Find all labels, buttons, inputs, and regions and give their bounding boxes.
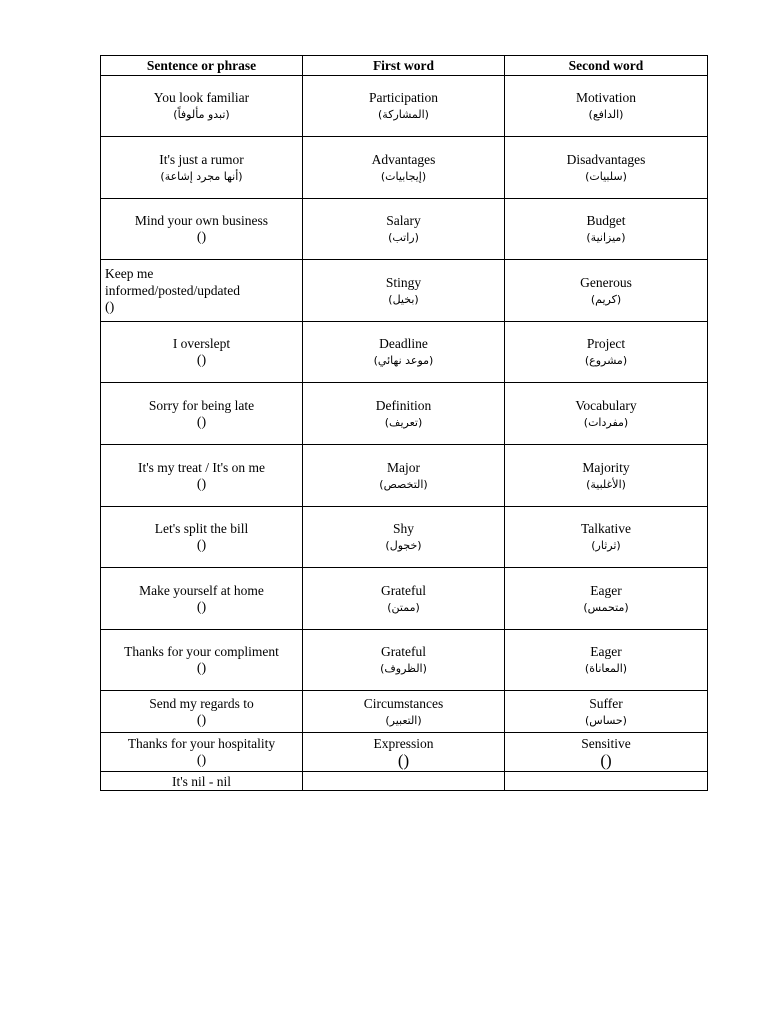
phrase-cell	[101, 691, 303, 733]
first-word-translation: (راتب)	[388, 231, 419, 244]
second-word-cell	[505, 691, 708, 733]
table-row	[101, 568, 708, 630]
first-word-text: Major	[387, 459, 420, 475]
first-word-translation: ()	[397, 751, 410, 770]
first-word-translation: (الظروف)	[380, 662, 427, 675]
first-word-translation: (خجول)	[385, 539, 422, 552]
first-word-cell	[303, 445, 505, 507]
table-header-row	[101, 56, 708, 76]
first-word-cell	[303, 76, 505, 137]
second-word-translation: (مشروع)	[584, 354, 628, 367]
first-word-text: Advantages	[371, 151, 436, 167]
phrase-translation: (أنها مجرد إشاعة)	[160, 169, 243, 183]
second-word-cell	[505, 630, 708, 691]
first-word-cell	[303, 383, 505, 445]
phrase-translation: ()	[196, 414, 207, 430]
table-row	[101, 630, 708, 691]
table-row	[101, 322, 708, 383]
second-word-cell	[505, 199, 708, 260]
header-sentence-or-phrase: Sentence or phrase	[101, 56, 303, 76]
phrase-text: Make yourself at home	[139, 582, 264, 598]
first-word-cell	[303, 507, 505, 568]
first-word-translation: (التعبير)	[385, 713, 422, 727]
second-word-text: Vocabulary	[575, 397, 637, 413]
second-word-cell	[505, 507, 708, 568]
table-row	[101, 137, 708, 199]
first-word-translation: (تعريف)	[384, 415, 423, 429]
phrase-text: It's nil - nil	[171, 773, 232, 789]
second-word-cell	[505, 76, 708, 137]
header-first-word: First word	[303, 56, 505, 76]
second-word-text: Sensitive	[581, 736, 631, 751]
phrase-translation: (تبدو مألوفاً)	[173, 108, 230, 121]
second-word-translation: (الأغلبية)	[586, 477, 626, 491]
first-word-cell	[303, 137, 505, 199]
second-word-text: Disadvantages	[566, 151, 646, 167]
first-word-cell	[303, 691, 505, 733]
phrase-translation: ()	[196, 230, 207, 245]
first-word-cell	[303, 772, 505, 791]
second-word-cell	[505, 772, 708, 791]
phrase-text-line-2: informed/posted/updated	[105, 283, 240, 298]
second-word-cell	[505, 383, 708, 445]
table-row	[101, 733, 708, 772]
second-word-text: Project	[586, 336, 626, 351]
first-word-cell	[303, 260, 505, 322]
table-row	[101, 507, 708, 568]
phrase-cell	[101, 383, 303, 445]
phrase-translation: ()	[196, 753, 207, 768]
second-word-cell	[505, 733, 708, 772]
second-word-text: Eager	[590, 582, 622, 598]
table-row	[101, 691, 708, 733]
first-word-cell	[303, 568, 505, 630]
second-word-text: Talkative	[580, 521, 632, 536]
phrase-cell	[101, 733, 303, 772]
second-word-text: Suffer	[589, 695, 623, 711]
table-row	[101, 260, 708, 322]
second-word-text: Majority	[582, 459, 630, 475]
second-word-text: Motivation	[576, 90, 636, 105]
phrase-cell	[101, 260, 303, 322]
table-row	[101, 772, 708, 791]
first-word-cell	[303, 322, 505, 383]
phrase-cell	[101, 630, 303, 691]
second-word-translation: ()	[600, 751, 612, 770]
phrase-cell	[101, 137, 303, 199]
first-word-translation: (بخيل)	[388, 292, 419, 306]
second-word-cell	[505, 445, 708, 507]
phrase-text: It's my treat / It's on me	[137, 459, 266, 475]
first-word-text: Stingy	[385, 274, 422, 290]
phrase-translation: ()	[196, 599, 207, 615]
first-word-text: Expression	[373, 736, 434, 751]
phrase-cell	[101, 445, 303, 507]
phrase-translation: ()	[196, 476, 207, 492]
second-word-cell	[505, 137, 708, 199]
table-row	[101, 383, 708, 445]
first-word-text: Circumstances	[363, 695, 444, 711]
first-word-text: Shy	[392, 521, 414, 536]
phrase-text: Send my regards to	[149, 695, 254, 711]
phrase-text: It's just a rumor	[159, 151, 244, 167]
first-word-text: Participation	[369, 90, 438, 105]
phrase-cell	[101, 76, 303, 137]
phrase-cell	[101, 568, 303, 630]
second-word-cell	[505, 568, 708, 630]
phrase-translation: ()	[105, 300, 115, 315]
phrase-cell	[101, 199, 303, 260]
second-word-translation: (ثرثار)	[591, 539, 621, 552]
phrase-translation: ()	[196, 353, 207, 368]
phrase-cell	[101, 507, 303, 568]
first-word-cell	[303, 733, 505, 772]
phrase-text: Thanks for your hospitality	[127, 736, 276, 751]
second-word-translation: (سلبيات)	[585, 169, 627, 183]
second-word-cell	[505, 260, 708, 322]
phrase-translation: ()	[196, 538, 207, 553]
first-word-cell	[303, 199, 505, 260]
first-word-text: Salary	[386, 213, 421, 228]
first-word-translation: (التخصص)	[379, 477, 428, 491]
first-word-text: Grateful	[381, 644, 426, 659]
second-word-text: Eager	[590, 644, 622, 659]
phrase-text: Sorry for being late	[148, 397, 255, 413]
vocabulary-table	[100, 55, 708, 791]
second-word-translation: (المعاناة)	[584, 662, 628, 675]
second-word-cell	[505, 322, 708, 383]
table-row	[101, 445, 708, 507]
first-word-translation: (إيجابيات)	[380, 169, 427, 183]
phrase-text: Mind your own business	[134, 213, 269, 228]
second-word-text: Budget	[586, 213, 626, 228]
first-word-text: Grateful	[381, 582, 426, 598]
second-word-translation: (ميزانية)	[586, 231, 626, 244]
table-row	[101, 76, 708, 137]
second-word-translation: (متحمس)	[583, 600, 629, 614]
second-word-text: Generous	[580, 274, 632, 290]
phrase-translation: ()	[196, 712, 207, 728]
phrase-text: You look familiar	[153, 90, 250, 105]
first-word-text: Deadline	[379, 336, 428, 351]
second-word-translation: (كريم)	[590, 292, 622, 306]
table-row	[101, 199, 708, 260]
phrase-cell	[101, 772, 303, 791]
phrase-cell	[101, 322, 303, 383]
phrase-translation: ()	[196, 661, 207, 676]
header-second-word: Second word	[505, 56, 708, 76]
phrase-text: Let's split the bill	[154, 521, 249, 536]
first-word-translation: (المشاركة)	[378, 108, 429, 121]
phrase-text-line-1: Keep me	[105, 266, 154, 281]
phrase-text: Thanks for your compliment	[124, 644, 279, 659]
first-word-cell	[303, 630, 505, 691]
phrase-text: I overslept	[172, 336, 231, 351]
first-word-translation: (موعد نهائي)	[373, 354, 434, 367]
second-word-translation: (حساس)	[585, 713, 627, 727]
second-word-translation: (الدافع)	[588, 108, 624, 121]
first-word-text: Definition	[375, 397, 432, 413]
second-word-translation: (مفردات)	[583, 415, 629, 429]
first-word-translation: (ممتن)	[387, 600, 420, 614]
